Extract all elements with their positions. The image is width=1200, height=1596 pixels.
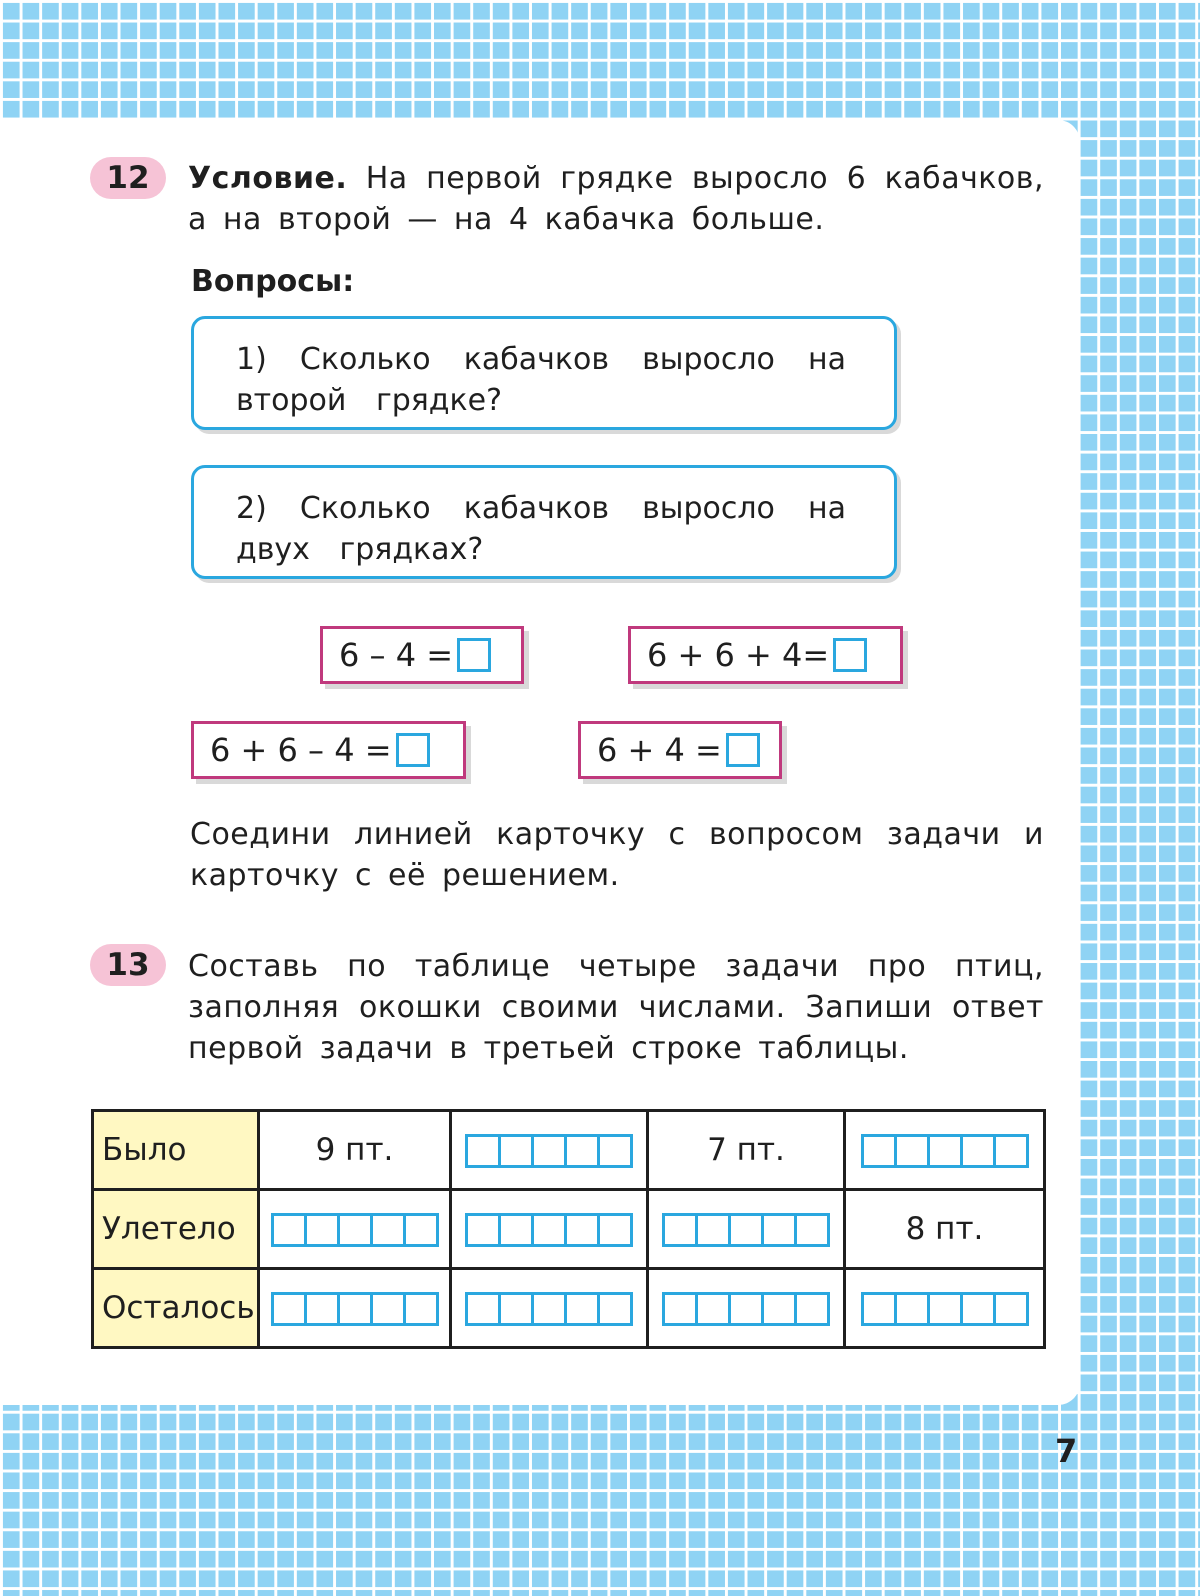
question-card-2[interactable]: [191, 465, 897, 579]
answer-box[interactable]: [726, 733, 760, 767]
answer-box[interactable]: [457, 638, 491, 672]
table-cell[interactable]: [648, 1190, 845, 1269]
question-card-1[interactable]: [191, 316, 897, 430]
questions-heading: Вопросы:: [191, 264, 355, 299]
table-cell[interactable]: [259, 1269, 451, 1348]
table-row: [93, 1269, 1045, 1348]
question-text: 2) Сколько кабачков выросло на двух грядках?: [236, 491, 846, 567]
table-cell[interactable]: [451, 1269, 648, 1348]
condition-text: На первой грядке выросло 6 кабачков, а на второй — на 4 кабачка больше.: [188, 161, 1044, 237]
solution-card-2[interactable]: [628, 626, 903, 684]
solution-card-1[interactable]: [320, 626, 524, 684]
digit-boxes[interactable]: [465, 1213, 633, 1247]
digit-boxes[interactable]: [861, 1292, 1029, 1326]
table-row: [93, 1190, 1045, 1269]
page-number: 7: [1055, 1432, 1078, 1470]
solution-expression: 6 + 4 =: [597, 731, 722, 769]
digit-boxes[interactable]: [271, 1292, 439, 1326]
solution-card-3[interactable]: [191, 721, 466, 779]
solution-expression: 6 + 6 – 4 =: [210, 731, 392, 769]
row-label: Было: [93, 1111, 259, 1190]
digit-boxes[interactable]: [662, 1292, 830, 1326]
row-label: Улетело: [93, 1190, 259, 1269]
digit-boxes[interactable]: [271, 1213, 439, 1247]
table-cell[interactable]: [648, 1269, 845, 1348]
task13-text: Составь по таблице четыре задачи про птиц, заполняя окошки своими числами. Запиши ответ первой задачи в третьей строке таблицы.: [188, 949, 1044, 1066]
birds-table: [91, 1109, 1046, 1349]
table-cell[interactable]: [451, 1111, 648, 1190]
row-label: Осталось: [93, 1269, 259, 1348]
condition-label: Условие.: [188, 161, 348, 196]
solution-expression: 6 + 6 + 4=: [647, 636, 830, 674]
table-cell: 7 пт.: [648, 1111, 845, 1190]
table-cell[interactable]: [259, 1190, 451, 1269]
solution-card-4[interactable]: [578, 721, 782, 779]
task-number-badge: 12: [90, 157, 166, 199]
table-row: [93, 1111, 1045, 1190]
question-text: 1) Сколько кабачков выросло на второй грядке?: [236, 342, 846, 418]
table-cell[interactable]: [451, 1190, 648, 1269]
solution-expression: 6 – 4 =: [339, 636, 454, 674]
answer-box[interactable]: [396, 733, 430, 767]
table-cell: 9 пт.: [259, 1111, 451, 1190]
table-cell: 8 пт.: [845, 1190, 1045, 1269]
task-number-badge: 13: [90, 944, 166, 986]
digit-boxes[interactable]: [662, 1213, 830, 1247]
task-condition: [188, 158, 1044, 240]
task12-instruction: Соедини линией карточку с вопросом задачи и карточку с её решением.: [190, 817, 1044, 893]
table-cell[interactable]: [845, 1111, 1045, 1190]
digit-boxes[interactable]: [861, 1134, 1029, 1168]
digit-boxes[interactable]: [465, 1292, 633, 1326]
digit-boxes[interactable]: [465, 1134, 633, 1168]
table-cell[interactable]: [845, 1269, 1045, 1348]
answer-box[interactable]: [833, 638, 867, 672]
